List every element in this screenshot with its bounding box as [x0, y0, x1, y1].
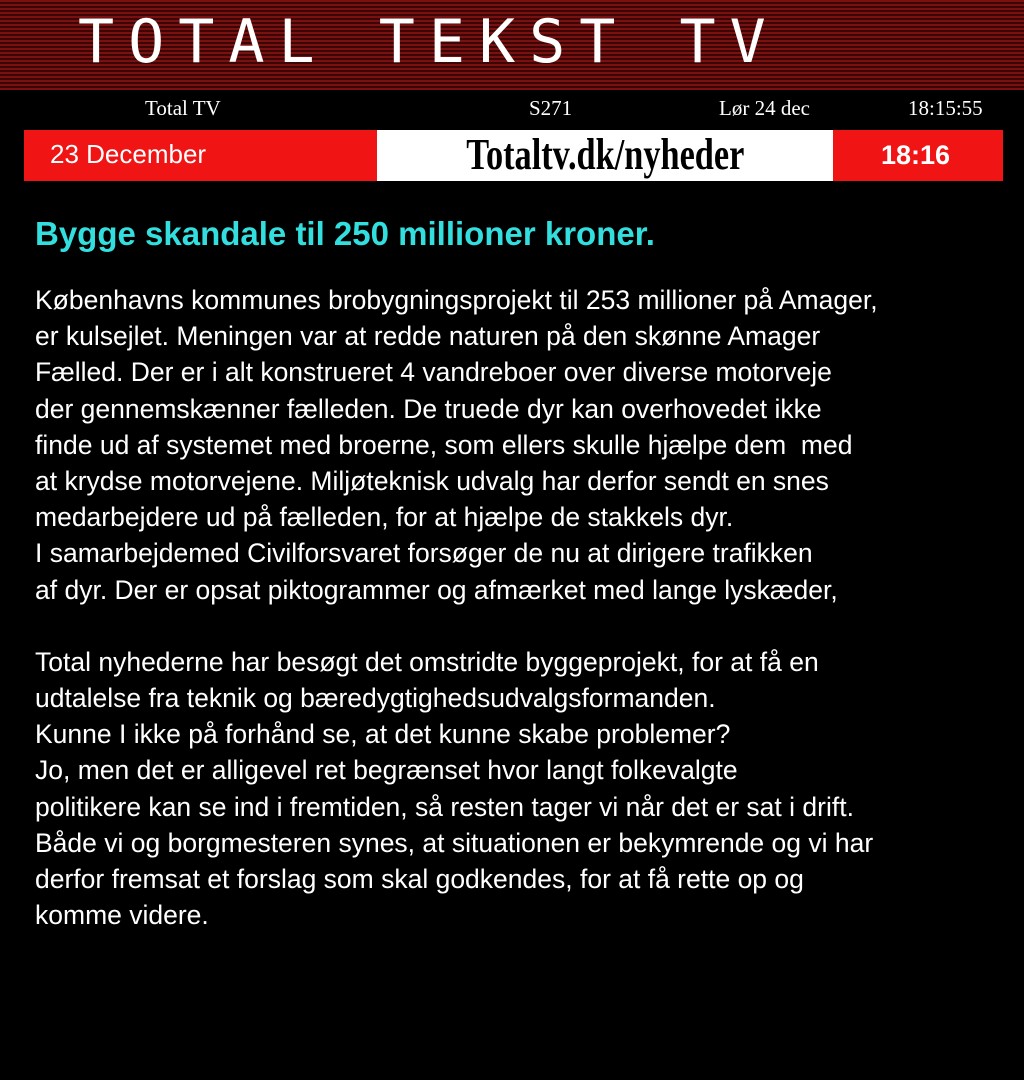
- bar-date-box: [24, 130, 377, 181]
- article-line: politikere kan se ind i fremtiden, så resten tager vi når det er sat i drift.: [35, 791, 854, 822]
- article-line: finde ud af systemet med broerne, som ellers skulle hjælpe dem med: [35, 429, 853, 460]
- teletext-header-row: [0, 96, 1024, 122]
- article-line: Både vi og borgmesteren synes, at situationen er bekymrende og vi har: [35, 827, 874, 858]
- site-url: Totaltv.dk/nyheder: [465, 130, 745, 179]
- channel-name: Total TV: [145, 96, 221, 120]
- article-line: medarbejdere ud på fælleden, for at hjælpe de stakkels dyr.: [35, 502, 734, 533]
- article-line: af dyr. Der er opsat piktogrammer og afmærket med lange lyskæder,: [35, 574, 838, 605]
- article-blank-line: [35, 608, 1015, 644]
- article-line: Total nyhederne har besøgt det omstridte byggeprojekt, for at få en: [35, 646, 819, 677]
- banner-title: TOTAL TEKST TV: [78, 7, 780, 77]
- article-line: der gennemskænner fælleden. De truede dyr kan overhovedet ikke: [35, 393, 822, 424]
- article-line: at krydse motorvejene. Miljøteknisk udvalg har derfor sendt en snes: [35, 465, 829, 496]
- article-line: Københavns kommunes brobygningsprojekt til 253 millioner på Amager,: [35, 285, 878, 315]
- article-line: udtalelse fra teknik og bæredygtighedsudvalgsformanden.: [35, 683, 716, 714]
- article-line: Kunne I ikke på forhånd se, at det kunne skabe problemer?: [35, 719, 731, 750]
- page-number: S271: [529, 96, 573, 120]
- article-line: er kulsejlet. Meningen var at redde naturen på den skønne Amager: [35, 321, 821, 352]
- article-headline: Bygge skandale til 250 millioner kroner.: [35, 215, 655, 252]
- header-clock: 18:15:55: [908, 96, 983, 120]
- article-line: Jo, men det er alligevel ret begrænset hvor langt folkevalgte: [35, 755, 738, 786]
- bar-time: 18:16: [881, 140, 951, 170]
- bar-time-box: [833, 130, 1003, 181]
- article-line: I samarbejdemed Civilforsvaret forsøger de nu at dirigere trafikken: [35, 538, 813, 569]
- article-body: [35, 282, 1015, 933]
- article-line: derfor fremsat et forslag som skal godkendes, for at få rette op og: [35, 864, 804, 894]
- bar-site-box: [377, 130, 833, 181]
- section-bar: [24, 130, 1003, 181]
- teletext-banner: [0, 0, 1024, 90]
- bar-date: 23 December: [50, 139, 207, 169]
- header-date: Lør 24 dec: [719, 96, 810, 120]
- article-line: Fælled. Der er i alt konstrueret 4 vandreboer over diverse motorveje: [35, 357, 832, 388]
- article-line: komme videre.: [35, 900, 209, 931]
